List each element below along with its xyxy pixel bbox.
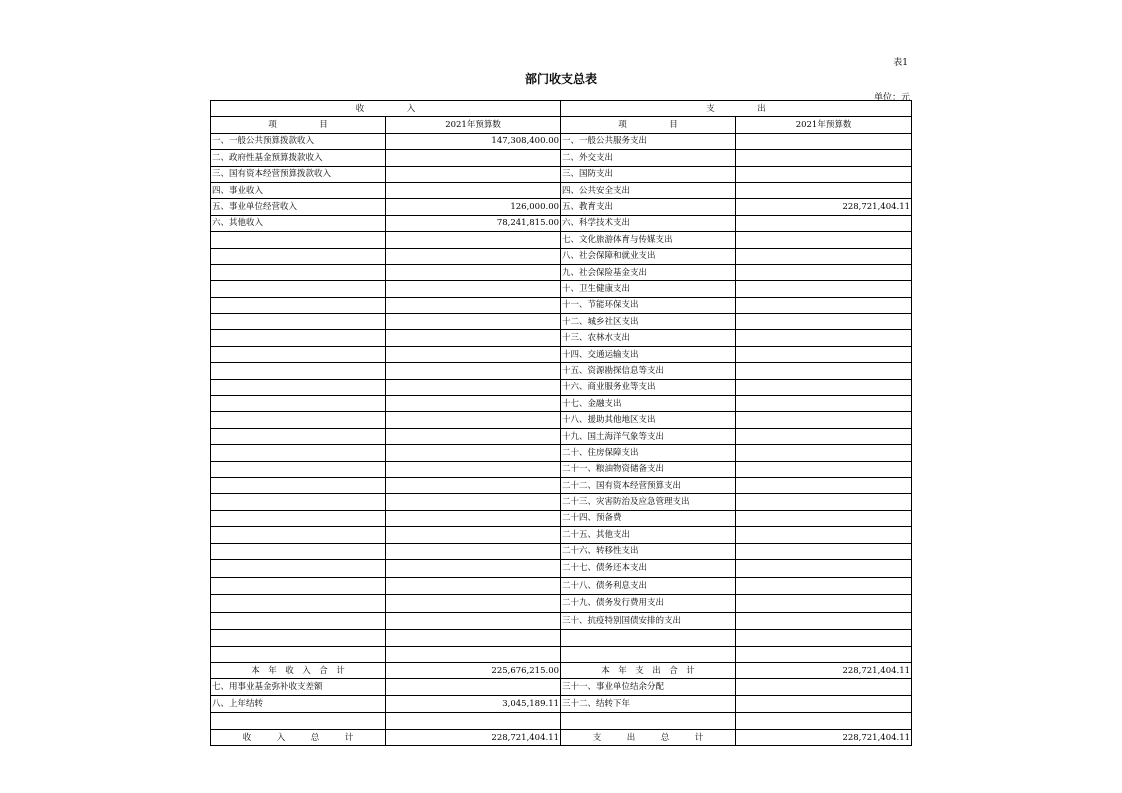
income-value-cell (386, 281, 561, 297)
table-row (211, 412, 912, 428)
table-row (211, 379, 912, 395)
income-total-value: 228,721,404.11 (386, 729, 561, 745)
income-item-cell (211, 281, 386, 297)
table-row (211, 346, 912, 362)
income-value-cell (386, 445, 561, 461)
income-item-cell: 七、用事业基金弥补收支差额 (211, 679, 386, 695)
income-value-cell (386, 330, 561, 346)
table-row (211, 363, 912, 379)
empty-cell (386, 630, 561, 646)
expense-item-cell: 三十、抗疫特别国债安排的支出 (561, 612, 736, 630)
expense-budget-header: 2021年预算数 (736, 117, 912, 133)
expense-value-cell (736, 461, 912, 477)
table-row (211, 215, 912, 231)
expense-item-cell: 四、公共安全支出 (561, 182, 736, 198)
expense-value-cell (736, 559, 912, 577)
table-row (211, 133, 912, 149)
table-row (211, 199, 912, 215)
income-item-cell: 四、事业收入 (211, 182, 386, 198)
expense-total-value: 228,721,404.11 (736, 729, 912, 745)
table-row (211, 695, 912, 713)
expense-value-cell (736, 363, 912, 379)
income-value-cell (386, 248, 561, 264)
table-row (211, 612, 912, 630)
empty-cell (561, 630, 736, 646)
expense-value-cell (736, 182, 912, 198)
income-item-cell (211, 527, 386, 543)
table-body (211, 101, 912, 746)
expense-value-cell (736, 314, 912, 330)
table-row (211, 264, 912, 280)
empty-cell (736, 713, 912, 729)
expense-value-cell (736, 330, 912, 346)
table-row (211, 330, 912, 346)
income-item-cell (211, 396, 386, 412)
expense-item-cell: 二十四、预备费 (561, 510, 736, 526)
income-total-label: 收 入 总 计 (211, 729, 386, 745)
expense-value-cell (736, 166, 912, 182)
table-row (211, 150, 912, 166)
expense-value-cell (736, 281, 912, 297)
expense-item-cell: 十八、援助其他地区支出 (561, 412, 736, 428)
income-item-cell (211, 379, 386, 395)
table-row (211, 527, 912, 543)
budget-table (210, 100, 912, 746)
income-value-cell (386, 510, 561, 526)
income-value-cell (386, 182, 561, 198)
income-item-cell (211, 412, 386, 428)
table-row (211, 510, 912, 526)
expense-value-cell (736, 346, 912, 362)
table-row (211, 445, 912, 461)
income-item-cell (211, 297, 386, 313)
income-value-cell (386, 559, 561, 577)
table-row (211, 461, 912, 477)
empty-cell (211, 630, 386, 646)
expense-item-cell: 二十一、粮油物资储备支出 (561, 461, 736, 477)
expense-value-cell (736, 595, 912, 613)
income-value-cell (386, 461, 561, 477)
table-row (211, 232, 912, 248)
income-item-cell: 三、国有资本经营预算拨款收入 (211, 166, 386, 182)
income-value-cell (386, 428, 561, 444)
spacer-row (211, 630, 912, 646)
expense-item-cell: 三、国防支出 (561, 166, 736, 182)
expense-item-cell: 七、文化旅游体育与传媒支出 (561, 232, 736, 248)
income-item-cell (211, 477, 386, 493)
income-value-cell (386, 166, 561, 182)
expense-item-cell: 十五、资源勘探信息等支出 (561, 363, 736, 379)
income-value-cell (386, 363, 561, 379)
income-budget-header: 2021年预算数 (386, 117, 561, 133)
income-total-label: 本 年 收 入 合 计 (211, 663, 386, 679)
expense-item-cell: 十七、金融支出 (561, 396, 736, 412)
table-row (211, 559, 912, 577)
expense-value-cell (736, 527, 912, 543)
expense-item-cell: 二十二、国有资本经营预算支出 (561, 477, 736, 493)
income-item-cell (211, 543, 386, 559)
income-item-cell (211, 595, 386, 613)
empty-cell (561, 646, 736, 662)
income-item-cell (211, 248, 386, 264)
expense-value-cell (736, 428, 912, 444)
table-row (211, 166, 912, 182)
income-value-cell (386, 477, 561, 493)
empty-cell (561, 713, 736, 729)
table-row (211, 281, 912, 297)
empty-cell (211, 713, 386, 729)
expense-total-label: 支 出 总 计 (561, 729, 736, 745)
income-item-cell: 五、事业单位经营收入 (211, 199, 386, 215)
income-header: 收 入 (211, 101, 561, 117)
income-item-cell (211, 330, 386, 346)
income-item-cell (211, 559, 386, 577)
income-value-cell (386, 264, 561, 280)
empty-cell (211, 646, 386, 662)
income-value-cell (386, 396, 561, 412)
income-value-cell (386, 346, 561, 362)
income-item-cell (211, 494, 386, 510)
expense-value-cell (736, 543, 912, 559)
income-total-value: 225,676,215.00 (386, 663, 561, 679)
expense-item-cell: 九、社会保险基金支出 (561, 264, 736, 280)
expense-value-cell (736, 215, 912, 231)
income-value-cell (386, 412, 561, 428)
expense-value-cell (736, 379, 912, 395)
expense-value-cell (736, 679, 912, 695)
expense-value-cell (736, 577, 912, 595)
income-value-cell: 126,000.00 (386, 199, 561, 215)
table-row (211, 577, 912, 595)
expense-item-cell: 三十二、结转下年 (561, 695, 736, 713)
expense-item-cell: 二十七、债务还本支出 (561, 559, 736, 577)
table-row (211, 679, 912, 695)
table-row (211, 543, 912, 559)
expense-item-cell: 十四、交通运输支出 (561, 346, 736, 362)
table-row (211, 428, 912, 444)
income-value-cell (386, 297, 561, 313)
expense-value-cell (736, 695, 912, 713)
table-row (211, 297, 912, 313)
empty-cell (386, 646, 561, 662)
expense-item-cell: 六、科学技术支出 (561, 215, 736, 231)
empty-cell (386, 713, 561, 729)
income-value-cell (386, 379, 561, 395)
table-row (211, 595, 912, 613)
expense-value-cell: 228,721,404.11 (736, 199, 912, 215)
income-value-cell (386, 577, 561, 595)
empty-cell (736, 646, 912, 662)
income-value-cell (386, 595, 561, 613)
table-row (211, 182, 912, 198)
income-value-cell (386, 314, 561, 330)
income-value-cell: 147,308,400.00 (386, 133, 561, 149)
expense-item-cell: 二十五、其他支出 (561, 527, 736, 543)
income-value-cell (386, 679, 561, 695)
expense-value-cell (736, 612, 912, 630)
expense-item-cell: 一、一般公共服务支出 (561, 133, 736, 149)
income-value-cell (386, 494, 561, 510)
expense-total-label: 本 年 支 出 合 计 (561, 663, 736, 679)
table-row (211, 248, 912, 264)
expense-value-cell (736, 264, 912, 280)
expense-value-cell (736, 150, 912, 166)
income-item-cell (211, 577, 386, 595)
grand-total-row (211, 729, 912, 745)
income-value-cell (386, 543, 561, 559)
expense-value-cell (736, 232, 912, 248)
income-item-cell (211, 264, 386, 280)
income-value-cell: 78,241,815.00 (386, 215, 561, 231)
expense-item-cell: 五、教育支出 (561, 199, 736, 215)
income-item-cell: 六、其他收入 (211, 215, 386, 231)
income-item-cell (211, 346, 386, 362)
expense-value-cell (736, 477, 912, 493)
table-row (211, 477, 912, 493)
header-row-1 (211, 101, 912, 117)
expense-value-cell (736, 248, 912, 264)
expense-value-cell (736, 412, 912, 428)
income-item-cell (211, 232, 386, 248)
spacer-row (211, 646, 912, 662)
expense-item-cell: 十三、农林水支出 (561, 330, 736, 346)
expense-item-cell: 二十六、转移性支出 (561, 543, 736, 559)
income-item-cell (211, 445, 386, 461)
expense-item-cell: 十一、节能环保支出 (561, 297, 736, 313)
income-value-cell: 3,045,189.11 (386, 695, 561, 713)
empty-cell (736, 630, 912, 646)
table-row (211, 314, 912, 330)
expense-value-cell (736, 396, 912, 412)
income-item-cell: 二、政府性基金预算拨款收入 (211, 150, 386, 166)
expense-item-cell: 二、外交支出 (561, 150, 736, 166)
expense-total-value: 228,721,404.11 (736, 663, 912, 679)
income-item-cell (211, 428, 386, 444)
expense-value-cell (736, 445, 912, 461)
expense-header: 支 出 (561, 101, 912, 117)
unit-label: 单位：元 (873, 93, 910, 103)
expense-value-cell (736, 510, 912, 526)
expense-item-cell: 二十八、债务利息支出 (561, 577, 736, 595)
table-row (211, 494, 912, 510)
expense-item-cell: 十、卫生健康支出 (561, 281, 736, 297)
expense-item-cell: 八、社会保障和就业支出 (561, 248, 736, 264)
income-value-cell (386, 527, 561, 543)
income-item-cell (211, 461, 386, 477)
income-item-cell (211, 363, 386, 379)
table-number: 表1 (893, 58, 908, 68)
income-item-cell (211, 612, 386, 630)
expense-value-cell (736, 297, 912, 313)
expense-item-header: 项 目 (561, 117, 736, 133)
expense-item-cell: 二十、住房保障支出 (561, 445, 736, 461)
income-value-cell (386, 150, 561, 166)
year-total-row (211, 663, 912, 679)
income-item-cell (211, 314, 386, 330)
income-item-cell: 八、上年结转 (211, 695, 386, 713)
income-item-header: 项 目 (211, 117, 386, 133)
expense-item-cell: 二十三、灾害防治及应急管理支出 (561, 494, 736, 510)
income-item-cell: 一、一般公共预算拨款收入 (211, 133, 386, 149)
header-row-2 (211, 117, 912, 133)
income-value-cell (386, 612, 561, 630)
expense-item-cell: 十九、国土海洋气象等支出 (561, 428, 736, 444)
table-row (211, 396, 912, 412)
spacer-row (211, 713, 912, 729)
expense-item-cell: 二十九、债务发行费用支出 (561, 595, 736, 613)
expense-item-cell: 三十一、事业单位结余分配 (561, 679, 736, 695)
page-title: 部门收支总表 (524, 72, 597, 86)
income-value-cell (386, 232, 561, 248)
expense-value-cell (736, 494, 912, 510)
expense-value-cell (736, 133, 912, 149)
expense-item-cell: 十六、商业服务业等支出 (561, 379, 736, 395)
income-item-cell (211, 510, 386, 526)
expense-item-cell: 十二、城乡社区支出 (561, 314, 736, 330)
